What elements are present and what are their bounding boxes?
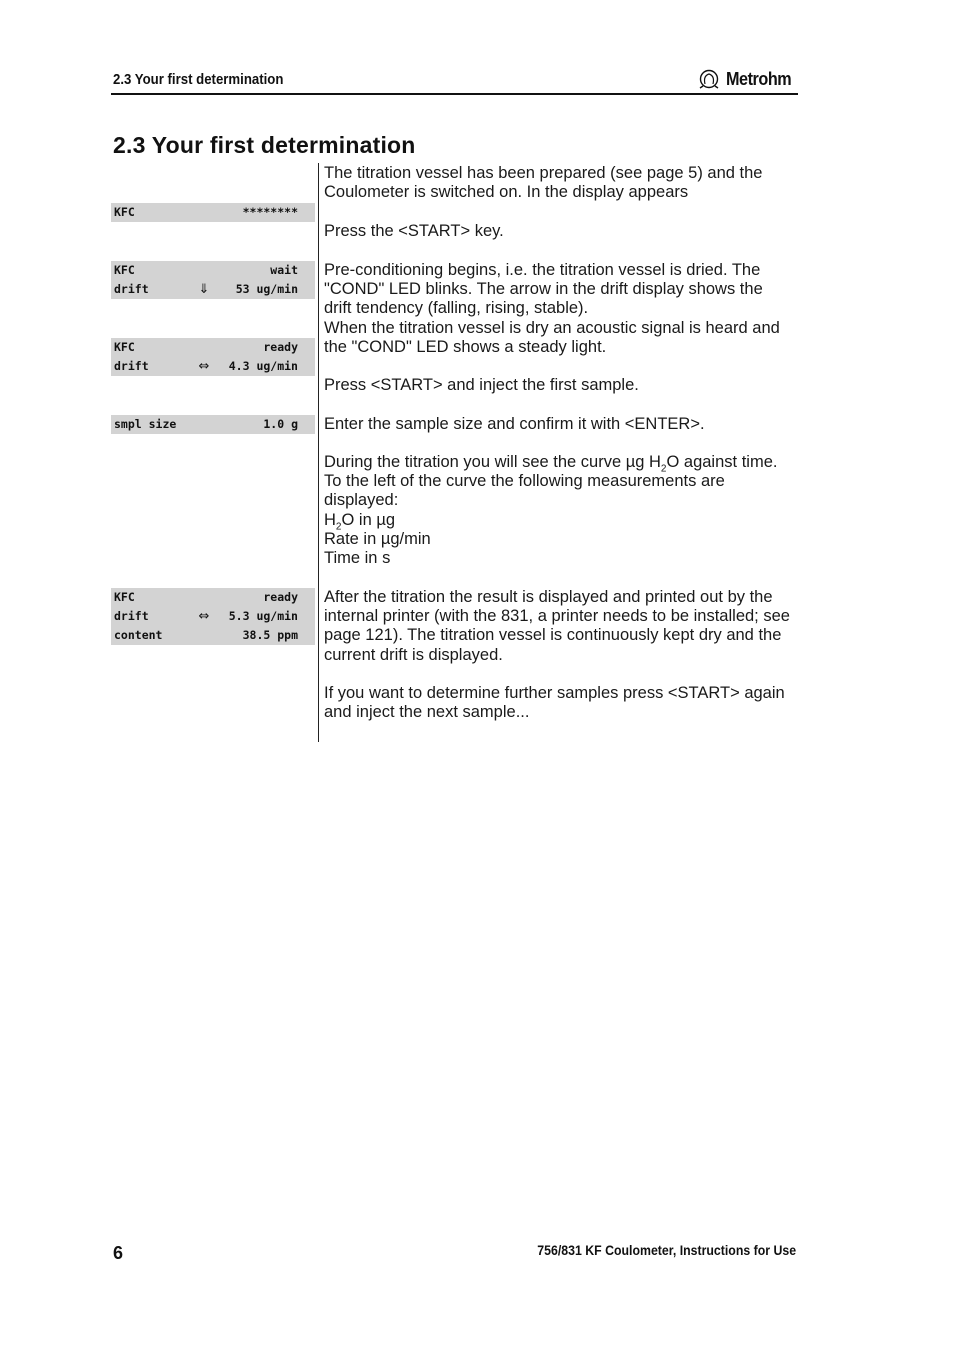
drift-arrow-stable-icon: ⇔ (198, 359, 210, 374)
lcd-label: content (114, 628, 163, 642)
paragraph-press-start (324, 222, 794, 241)
sample-size-text: Enter the sample size and confirm it with <ENTER>. (324, 415, 705, 433)
titration-text-a: During the titration you will see the curve µg H (324, 453, 661, 471)
drift-arrow-stable-icon: ⇔ (198, 609, 210, 624)
lcd-row (111, 588, 315, 607)
paragraph-further-samples (324, 684, 794, 722)
lcd-row (111, 607, 315, 626)
preconditioning-text: Pre-conditioning begins, i.e. the titration vessel is dried. The "COND" LED blinks. The arrow in the drift display shows the drift tendency (falling, rising, stable). (324, 261, 763, 318)
measurement-water-b: O in µg (341, 510, 396, 529)
lcd-row (111, 357, 315, 376)
intro-text: The titration vessel has been prepared (see page 5) and the Coulometer is switched on. In the display appears (324, 164, 763, 202)
omega-icon (696, 69, 722, 89)
lcd-row (111, 415, 315, 434)
lcd-row (111, 626, 315, 645)
metrohm-logo (696, 68, 799, 90)
lcd-label: drift (114, 609, 149, 623)
lcd-label: KFC (114, 205, 135, 219)
paragraph-preconditioning (324, 261, 794, 357)
lcd-row (111, 261, 315, 280)
lcd-display-4 (111, 415, 315, 434)
lcd-row (111, 280, 315, 299)
press-start-text: Press the <START> key. (324, 222, 504, 240)
lcd-label: KFC (114, 590, 135, 604)
paragraph-sample-size (324, 415, 794, 434)
lcd-value: 53 ug/min (235, 282, 298, 296)
lcd-display-3 (111, 338, 315, 376)
inject-text: Press <START> and inject the first sample. (324, 376, 639, 394)
further-samples-text: If you want to determine further samples press <START> again and inject the next sample... (324, 684, 785, 722)
paragraph-inject (324, 376, 794, 395)
lcd-label: drift (114, 359, 149, 373)
lcd-value: ready (263, 340, 298, 354)
paragraph-titration (324, 453, 794, 568)
lcd-value: 5.3 ug/min (228, 609, 298, 623)
measurement-water (324, 511, 794, 530)
lcd-label: drift (114, 282, 149, 296)
page-number: 6 (113, 1243, 124, 1263)
lcd-display-2 (111, 261, 315, 299)
titration-text (324, 453, 794, 511)
footer-document-title: 756/831 KF Coulometer, Instructions for Use (537, 1242, 796, 1258)
section-heading: 2.3 Your first determination (113, 132, 416, 158)
titration-text-b: O against time. To the left of the curve the following measurements are displayed: (324, 453, 778, 510)
lcd-value: 4.3 ug/min (228, 359, 298, 373)
lcd-value: 1.0 g (263, 417, 298, 431)
paragraph-intro (324, 164, 794, 202)
lcd-value: wait (270, 263, 298, 277)
lcd-display-5 (111, 588, 315, 645)
lcd-label: KFC (114, 263, 135, 277)
measurement-time: Time in s (324, 549, 391, 568)
lcd-value: 38.5 ppm (242, 628, 298, 642)
header-rule (111, 93, 798, 95)
lcd-display-1 (111, 203, 315, 222)
logo-wordmark: Metrohm (726, 68, 792, 89)
lcd-row (111, 338, 315, 357)
result-text: After the titration the result is displayed and printed out by the internal printer (with the 831, a printer needs to be installed; see page 121). The titration vessel is continuously kept dry and the current drift is displayed. (324, 588, 790, 664)
lcd-label: smpl size (114, 417, 177, 431)
lcd-value: ready (263, 590, 298, 604)
drift-arrow-down-icon: ⇓ (198, 282, 210, 297)
vessel-dry-text: When the titration vessel is dry an acoustic signal is heard and the "COND" LED shows a steady light. (324, 318, 780, 356)
subscript: 2 (335, 520, 342, 532)
measurement-rate: Rate in µg/min (324, 529, 431, 548)
column-divider (318, 163, 319, 742)
measurement-water-a: H (324, 510, 336, 529)
running-header-section: 2.3 Your first determination (113, 71, 284, 88)
paragraph-result (324, 588, 794, 665)
lcd-value: ******** (242, 205, 298, 219)
lcd-label: KFC (114, 340, 135, 354)
lcd-row (111, 203, 315, 222)
subscript: 2 (660, 463, 667, 475)
